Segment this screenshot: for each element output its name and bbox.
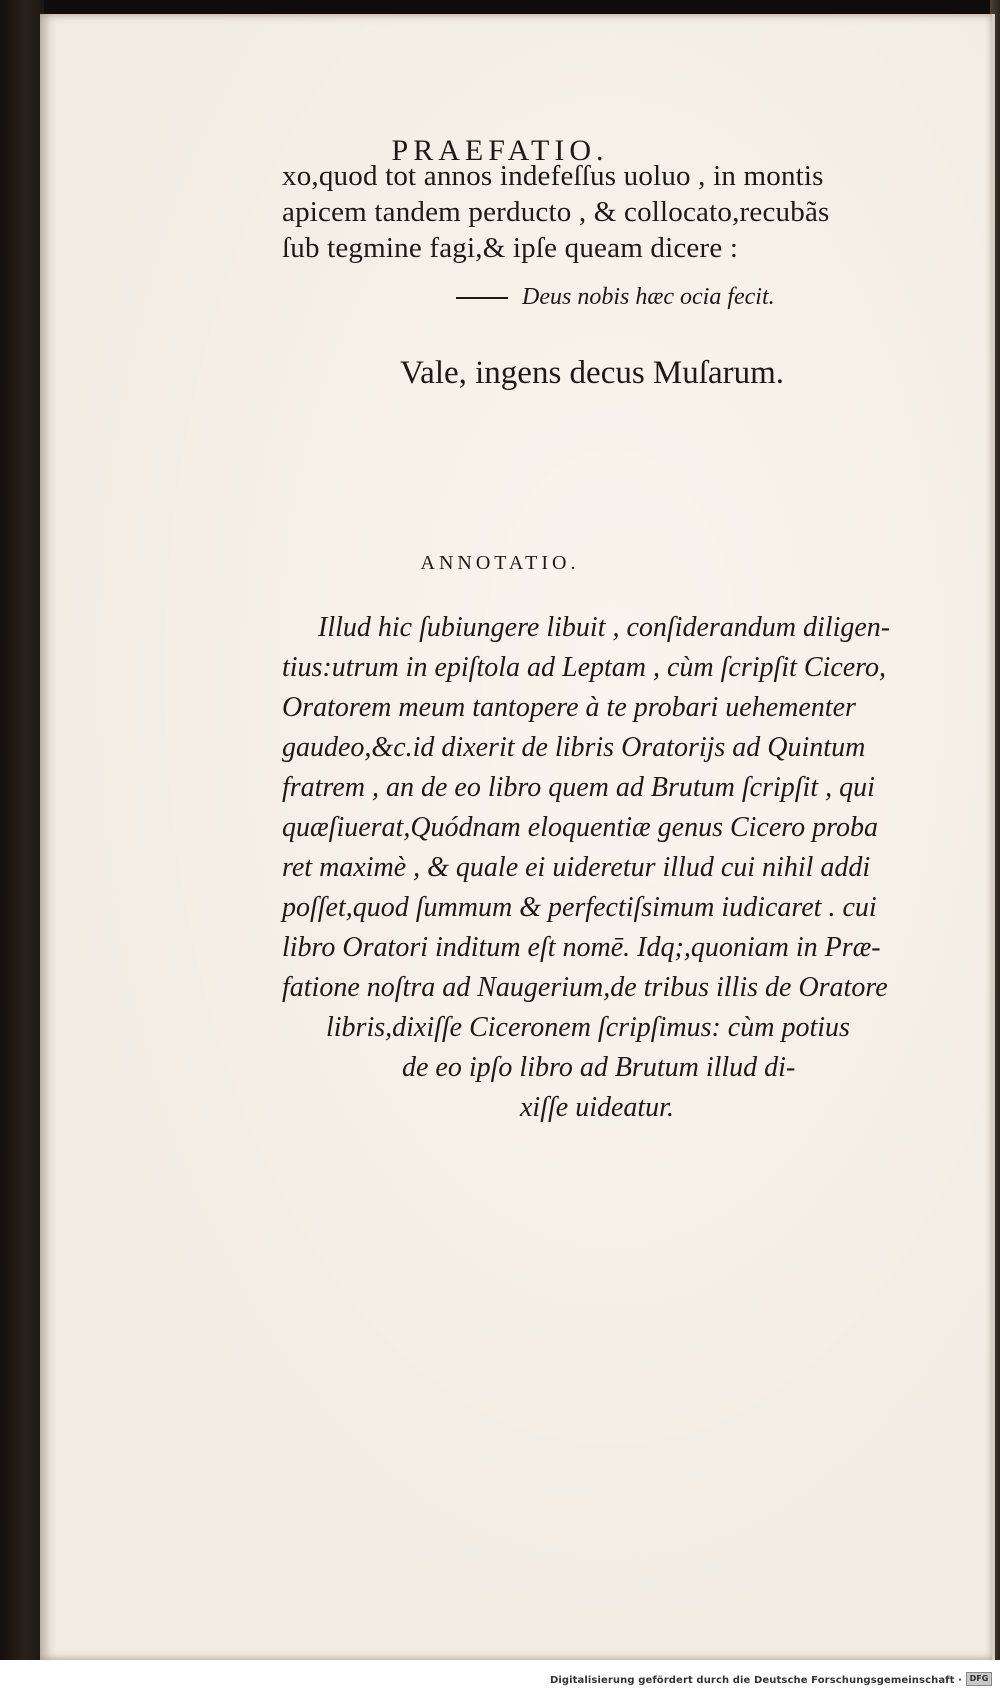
- annotation-line: tius:utrum in epiſtola ad Leptam , cùm ſcripſit Cicero,: [282, 652, 887, 683]
- quotation-text: Deus nobis hæc ocia fecit.: [522, 284, 775, 310]
- book-binding-edge: [0, 0, 44, 1660]
- annotation-line: de eo ipſo libro ad Brutum illud di-: [402, 1052, 796, 1083]
- preface-line: apicem tandem perducto , & collocato,recubãs: [282, 196, 830, 228]
- annotation-line: libris,dixiſſe Ciceronem ſcripſimus: cùm potius: [326, 1012, 850, 1043]
- annotation-heading: ANNOTATIO.: [420, 552, 580, 574]
- annotation-line: fratrem , an de eo libro quem ad Brutum ſcripſit , qui: [282, 772, 875, 803]
- farewell-line: Vale, ingens decus Muſarum.: [400, 355, 784, 391]
- running-header: PRAEFATIO.: [391, 134, 609, 167]
- annotation-line: quæſiuerat,Quódnam eloquentiæ genus Cicero proba: [282, 812, 878, 843]
- annotation-line: libro Oratori inditum eſt nomē. Idq;,quoniam in Præ-: [282, 932, 881, 963]
- preface-line: ſub tegmine fagi,& ipſe queam dicere :: [282, 232, 739, 264]
- annotation-line: xiſſe uideatur.: [520, 1092, 674, 1123]
- annotation-line: poſſet,quod ſummum & perfectiſsimum iudicaret . cui: [282, 892, 877, 923]
- annotation-line: ret maximè , & quale ei uideretur illud cui nihil addi: [282, 852, 871, 883]
- quotation-line: [456, 284, 775, 311]
- dfg-logo: DFG: [966, 1672, 992, 1686]
- em-dash-rule: [456, 297, 508, 299]
- funding-credit: Digitalisierung gefördert durch die Deutsche Forschungsgemeinschaft ·: [549, 1675, 962, 1686]
- annotation-line: fatione noſtra ad Naugerium,de tribus illis de Oratore: [282, 972, 888, 1003]
- preface-line: xo,quod tot annos indefeſſus uoluo , in montis: [282, 160, 824, 192]
- annotation-line: Illud hic ſubiungere libuit , conſiderandum diligen-: [318, 612, 891, 643]
- annotation-line: gaudeo,&c.id dixerit de libris Oratorijs ad Quintum: [282, 732, 866, 763]
- annotation-line: Oratorem meum tantopere à te probari uehementer: [282, 692, 856, 723]
